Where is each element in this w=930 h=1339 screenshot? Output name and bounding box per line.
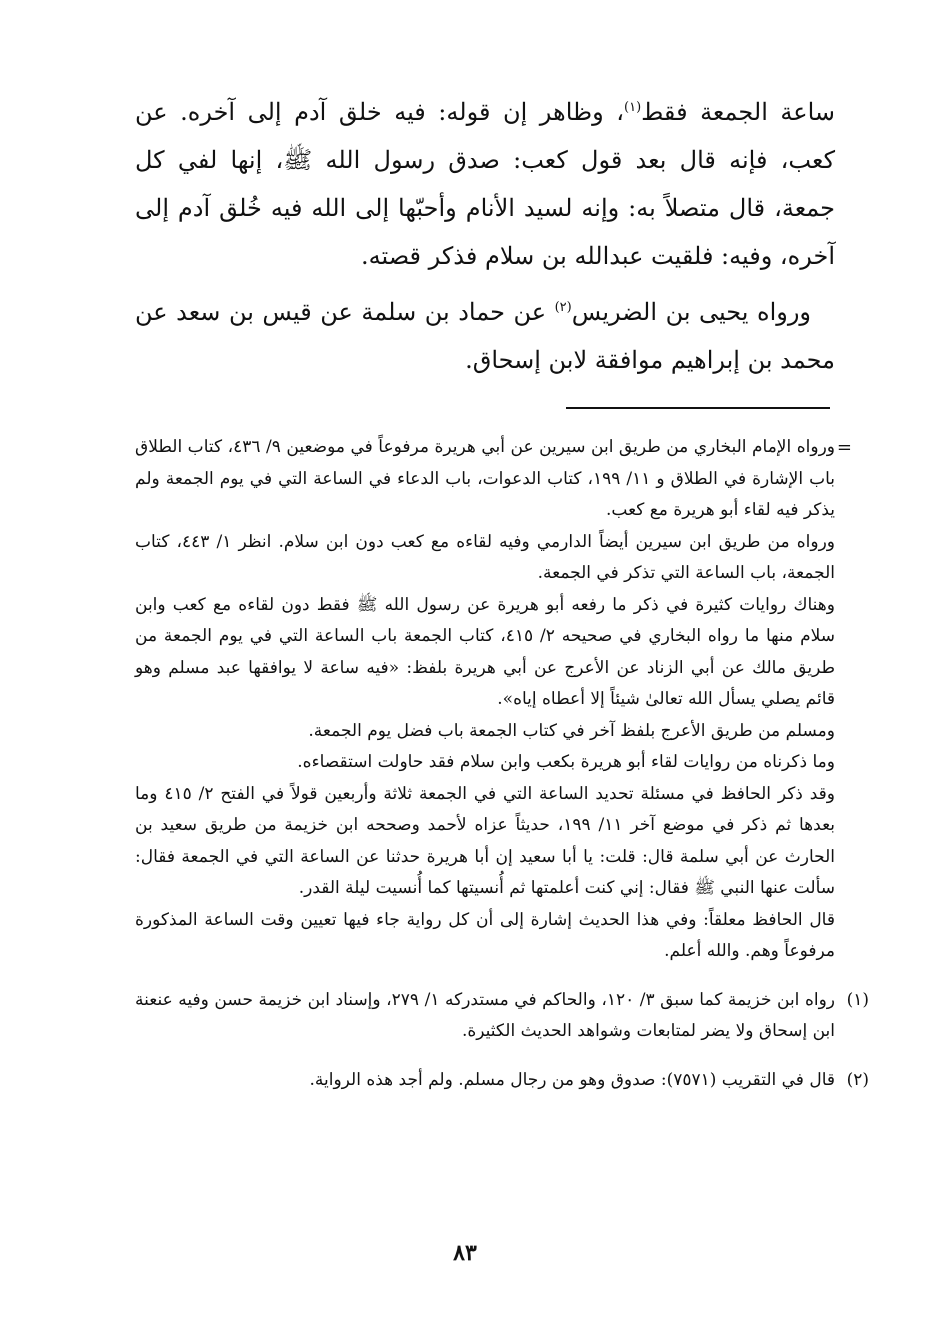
continued-footnote bbox=[135, 432, 835, 968]
paragraph-1-start: ساعة الجمعة فقط bbox=[641, 98, 836, 126]
footnote-paragraph: ورواه الإمام البخاري من طريق ابن سيرين عن أبي هريرة مرفوعاً في موضعين ٩/ ٤٣٦، كتاب الطلاق باب الإشارة في الطلاق و ١١/ ١٩٩، كتاب الدعوات، باب الدعاء في الساعة التي في يوم الجمعة ولم يذكر فيه لقاء أبو هريرة مع كعب. bbox=[135, 437, 835, 520]
footnote-paragraph: وهناك روايات كثيرة في ذكر ما رفعه أبو هريرة عن رسول الله ﷺ فقط دون لقاءه مع كعب وابن سلام منها ما رواه البخاري في صحيحه ٢/ ٤١٥، كتاب الجمعة باب الساعة التي في يوم الجمعة من طريق مالك عن أبي الزناد عن الأعرج عن أبي هريرة بلفظ: «فيه ساعة لا يوافقها عبد مسلم وهو قائم يصلي يسأل الله تعالىٰ شيئاً إلا أعطاه إياه». bbox=[135, 594, 835, 709]
paragraph-2-start: ورواه يحيى بن الضريس bbox=[571, 298, 812, 326]
footnote-paragraph: وما ذكرناه من روايات لقاء أبو هريرة بكعب وابن سلام فقد حاولت استقصاءه. bbox=[297, 752, 835, 772]
main-paragraph-1 bbox=[135, 88, 835, 280]
footnote-paragraph: قال الحافظ معلقاً: وفي هذا الحديث إشارة إلى أن كل رواية جاء فيها تعيين وقت الساعة المذكورة مرفوعاً وهم. والله أعلم. bbox=[135, 909, 835, 961]
footnote-paragraph: وقد ذكر الحافظ في مسئلة تحديد الساعة التي في الجمعة ثلاثة وأربعين قولاً في الفتح ٢/ ٤١٥ وما بعدها ثم ذكر في موضع آخر ١١/ ١٩٩، حديثاً عزاه لأحمد وصححه ابن خزيمة من طريق سعيد بن الحارث عن أبي سلمة قال: قلت: يا أبا سعيد إن أبا هريرة حدثنا عن الساعة التي في الجمعة فقال: سألت عنها النبي ﷺ فقال: إني كنت أعلمتها ثم أُنسيتها كما أُنسيت ليلة القدر. bbox=[135, 783, 835, 898]
footnote-continuation-mark: = bbox=[836, 437, 852, 458]
paragraph-1-rest: ، وظاهر إن قوله: فيه خلق آدم إلى آخره. عن كعب، فإنه قال بعد قول كعب: صدق رسول الله ﷺ، إنها لفي كل جمعة، قال متصلاً به: وإنه لسيد الأنام وأحبّها إلى الله فيه خُلق آدم إلى آخره، وفيه: فلقيت عبدالله بن سلام فذكر قصته. bbox=[135, 98, 835, 270]
page-number: ٨٣ bbox=[453, 1240, 477, 1266]
main-text bbox=[135, 88, 835, 392]
footnote-2 bbox=[135, 1065, 869, 1097]
footnote-ref-1: (١) bbox=[624, 100, 642, 115]
footnotes-section bbox=[135, 432, 869, 1113]
footnote-1-text: رواه ابن خزيمة كما سبق ٣/ ١٢٠، والحاكم في مستدركه ١/ ٢٧٩، وإسناد ابن خزيمة حسن وفيه عنعنة ابن إسحاق ولا يضر لمتابعات وشواهد الحديث الكثيرة. bbox=[135, 989, 835, 1041]
footnote-1 bbox=[135, 985, 869, 1048]
footnote-1-number: (١) bbox=[846, 989, 869, 1010]
paragraph-2-rest: عن حماد بن سلمة عن قيس بن سعد عن محمد بن إبراهيم موافقة لابن إسحاق. bbox=[135, 298, 835, 374]
footnote-paragraph: ورواه من طريق ابن سيرين أيضاً الدارمي وفيه لقاءه مع كعب دون ابن سلام. انظر ١/ ٤٤٣، كتاب الجمعة، باب الساعة التي تذكر في الجمعة. bbox=[135, 531, 835, 583]
footnote-2-text: قال في التقريب (٧٥٧١): صدوق وهو من رجال مسلم. ولم أجد هذه الرواية. bbox=[309, 1069, 835, 1090]
footnote-paragraph: ومسلم من طريق الأعرج بلفظ آخر في كتاب الجمعة باب فضل يوم الجمعة. bbox=[308, 720, 835, 741]
footnote-ref-2: (٢) bbox=[554, 300, 572, 315]
main-paragraph-2 bbox=[135, 288, 835, 384]
footnote-separator bbox=[566, 407, 830, 409]
footnote-2-number: (٢) bbox=[846, 1069, 869, 1090]
